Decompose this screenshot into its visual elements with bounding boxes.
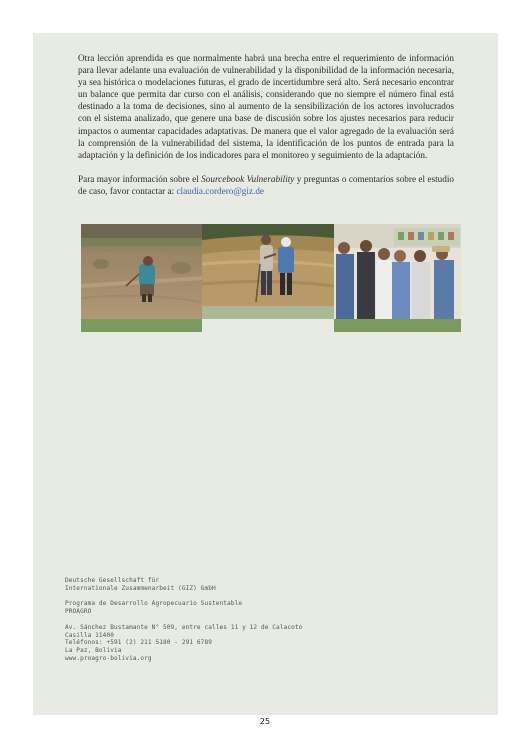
photo-two-men <box>202 224 334 306</box>
website-link[interactable]: www.proagro-bolivia.org <box>65 654 152 662</box>
org-proagro <box>65 600 365 615</box>
contact-email-link[interactable]: claudia.cordero@giz.de <box>176 185 265 196</box>
address-line: Deutsche Gesellschaft für <box>65 577 160 584</box>
sourcebook-title: Sourcebook Vulnerability <box>201 173 295 184</box>
address-line: Programa de Desarrollo Agropecuario Sustentable <box>65 600 243 608</box>
contact-info <box>65 624 365 663</box>
org-giz <box>65 577 365 592</box>
phone-line: Teléfonos: +591 (2) 211 5180 - 291 6789 <box>65 639 212 647</box>
body-text <box>78 52 454 209</box>
photo-field-worker <box>81 224 202 319</box>
address-block <box>65 577 365 670</box>
photo-bar-3 <box>334 319 461 332</box>
address-line: PROAGRO <box>65 608 92 616</box>
address-line: Internationale Zusammenarbeit (GIZ) GmbH <box>65 584 216 592</box>
contact-text-before: Para mayor información sobre el <box>78 173 202 184</box>
paragraph-contact <box>78 173 454 197</box>
address-line: La Paz, Bolivia <box>65 646 122 654</box>
paragraph-lessons: Otra lección aprendida es que normalmente habrá una brecha entre el requerimiento de información para llevar adelante una evaluación de vulnerabilidad y la disponibilidad de la información necesaria, ya sea histórica o modelaciones futuras, el grado de incertidumbre será alto. Será necesario encontrar un balance que permita dar curso con el análisis, considerando que no siempre el número final está destinado a la toma de decisiones, sino al aumento de la sensibilización de los actores involucrados con el sistema analizado, que genere una base de discusión sobre los ajustes necesarios para reducir impactos o aumentar capacidades adaptativas. De manera que el valor agregado de la evaluación será la comprensión de la vulnerabilidad del sistema, la identificación de los puntos de entrada para la adaptación y la definición de los indicadores para el monitoreo y seguimiento de la adaptación. <box>78 53 454 160</box>
photo-group-meeting <box>334 224 461 319</box>
photo-bar-2 <box>202 306 334 319</box>
address-line: Casilla 11400 <box>65 631 114 639</box>
address-line: Av. Sánchez Bustamante N° 509, entre calles 11 y 12 de Calacoto <box>65 623 303 631</box>
photo-bar-1 <box>81 319 202 332</box>
contact-text-after: y preguntas o comentarios sobre el estudio de caso, favor contactar a: <box>78 173 454 196</box>
page-number: 25 <box>259 717 271 726</box>
